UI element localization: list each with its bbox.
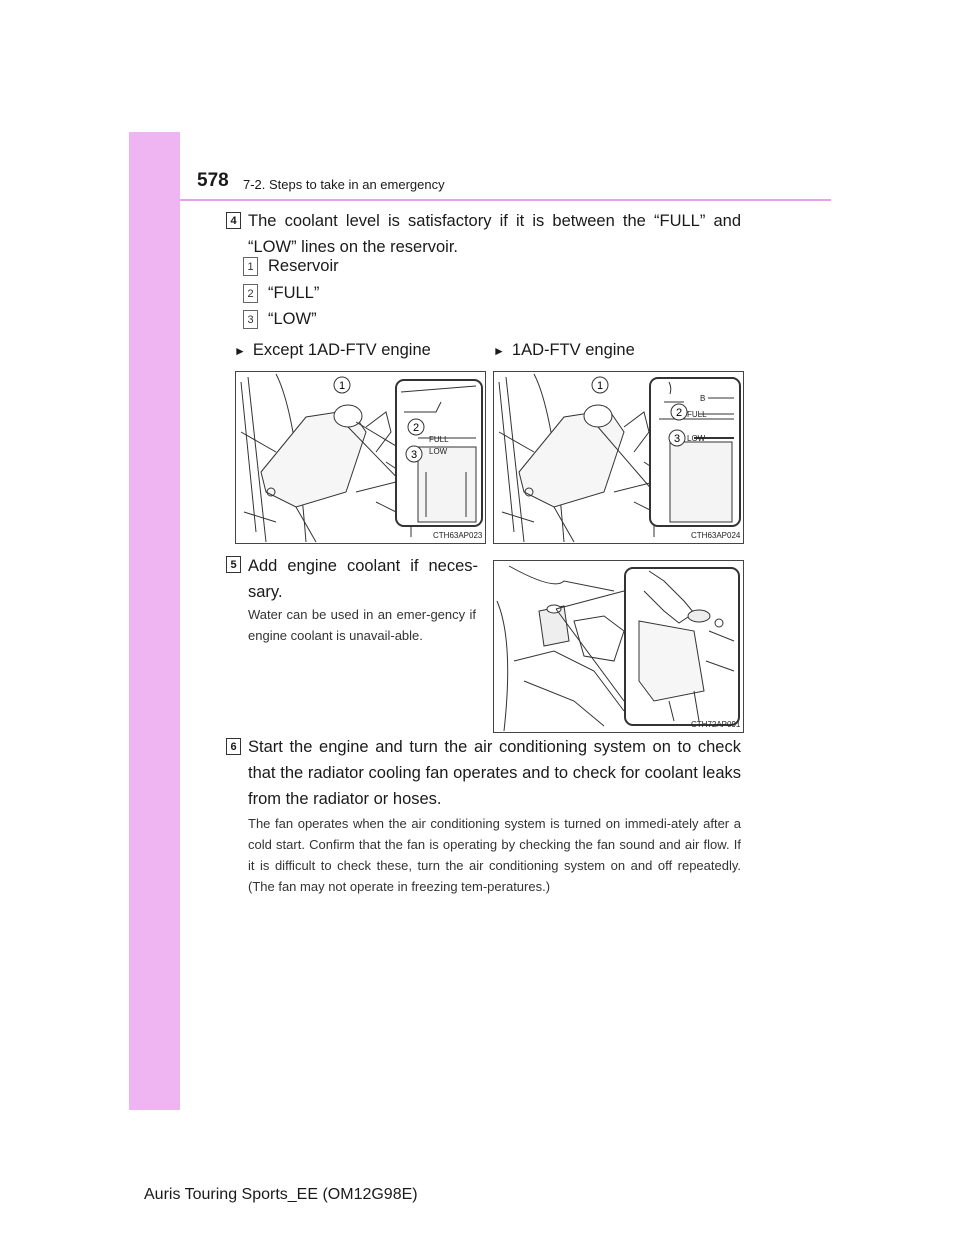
callout-number: 3 <box>243 310 258 329</box>
chapter-sidebar-tab <box>129 132 180 1110</box>
step-6-note: The fan operates when the air conditioning system is turned on immedi-ately after a cold start. Confirm that the fan is operating by checking the fan sound and air flow. If it is difficult to check these, turn the air conditioning system on and off repeatedly. (The fan may not operate in freezing tem-peratures.) <box>248 816 741 894</box>
callout-full <box>243 284 319 303</box>
illustration-reservoir-standard <box>235 371 486 544</box>
marker-3: 3 <box>674 433 681 445</box>
marker-2: 2 <box>413 422 420 434</box>
caption-text: Except 1AD-FTV engine <box>252 341 431 359</box>
callout-reservoir <box>243 257 339 276</box>
figure-caption-left <box>234 341 431 360</box>
figure-code: CTH72AP091 <box>691 720 741 729</box>
step-badge-6: 6 <box>226 738 241 755</box>
marker-1: 1 <box>597 380 604 392</box>
full-line-label: FULL <box>687 410 707 419</box>
step-badge-4: 4 <box>226 212 241 229</box>
page-number: 578 <box>197 170 229 191</box>
step-4-text: The coolant level is satisfactory if it is between the “FULL” and “LOW” lines on the reservoir. <box>248 212 741 256</box>
figure-caption-right <box>493 341 635 360</box>
section-title: 7-2. Steps to take in an emergency <box>243 177 445 192</box>
step-badge-5: 5 <box>226 556 241 573</box>
callout-label: Reservoir <box>268 257 339 275</box>
illustration-add-coolant <box>493 560 744 733</box>
callout-low <box>243 310 317 329</box>
callout-number: 1 <box>243 257 258 276</box>
triangle-right-icon: ► <box>234 343 246 358</box>
step-5-note: Water can be used in an emer-gency if engine coolant is unavail-able. <box>248 607 476 643</box>
callout-label: “FULL” <box>268 284 320 302</box>
callout-label: “LOW” <box>268 310 317 328</box>
triangle-right-icon: ► <box>493 343 505 358</box>
step-6-text: Start the engine and turn the air conditioning system on to check that the radiator cooling fan operates and to check for coolant leaks from the radiator or hoses. <box>248 738 741 808</box>
illustration-reservoir-1adftv <box>493 371 744 544</box>
footer-model: Auris Touring Sports_EE (OM12G98E) <box>144 1186 418 1203</box>
b-line-label: B <box>700 394 706 403</box>
marker-3: 3 <box>411 449 418 461</box>
marker-2: 2 <box>676 407 683 419</box>
step-5-text: Add engine coolant if neces-sary. <box>248 557 478 601</box>
full-line-label: FULL <box>429 435 449 444</box>
low-line-label: LOW <box>687 434 706 443</box>
marker-1: 1 <box>339 380 346 392</box>
low-line-label: LOW <box>429 447 448 456</box>
figure-code: CTH63AP024 <box>691 531 741 540</box>
header-rule <box>180 199 831 201</box>
caption-text: 1AD-FTV engine <box>511 341 635 359</box>
callout-number: 2 <box>243 284 258 303</box>
figure-code: CTH63AP023 <box>433 531 483 540</box>
